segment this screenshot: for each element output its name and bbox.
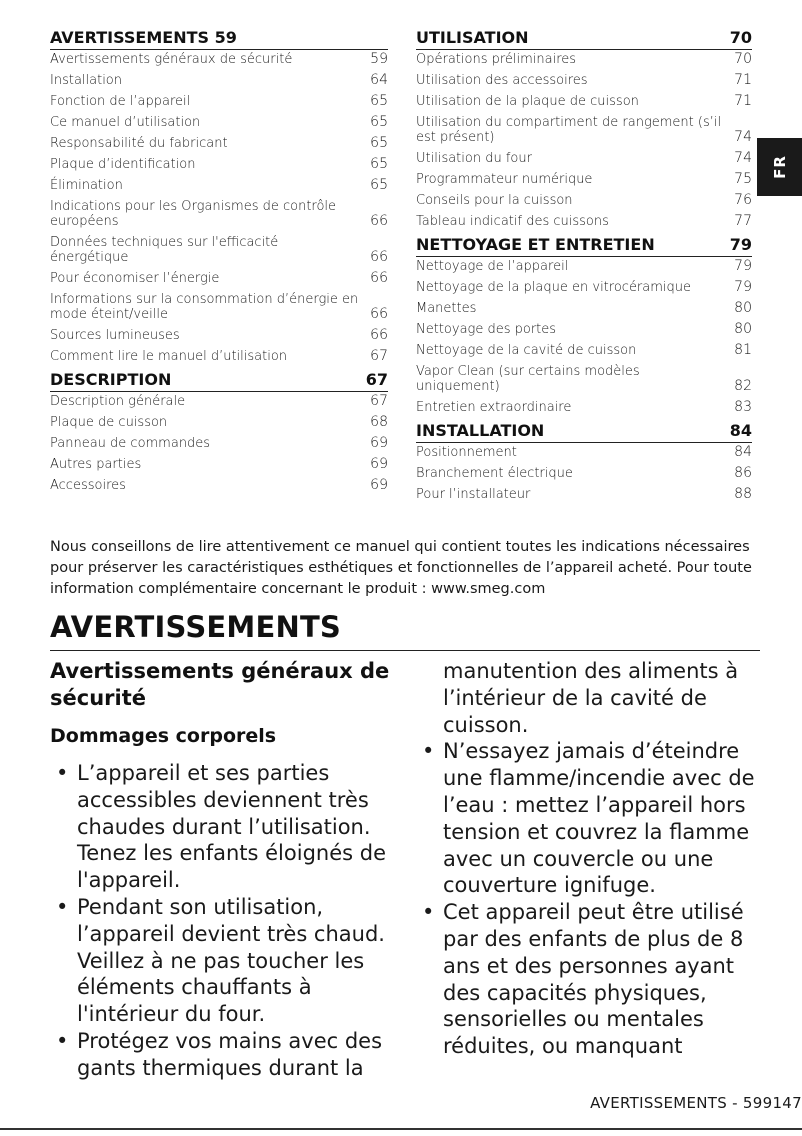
toc-entry-title: Sources lumineuses bbox=[50, 328, 180, 343]
toc-entry bbox=[50, 199, 388, 229]
bottom-rule bbox=[0, 1128, 802, 1130]
toc-entry-title: Nettoyage de la plaque en vitrocéramique bbox=[416, 280, 692, 295]
toc-section-heading bbox=[416, 421, 752, 443]
toc-entry-page: 76 bbox=[734, 192, 752, 208]
toc-entry bbox=[50, 235, 388, 265]
toc-entry-title: Données techniques sur l'efficacité énergétique bbox=[50, 235, 279, 265]
toc-entry-page: 67 bbox=[370, 393, 388, 409]
toc-entry bbox=[50, 415, 388, 430]
toc-entry bbox=[50, 136, 388, 151]
subsection-title: Dommages corporels bbox=[50, 725, 277, 747]
toc-entry bbox=[50, 478, 388, 493]
toc-entry-page: 66 bbox=[370, 249, 388, 265]
toc-entry bbox=[50, 436, 388, 451]
toc-entry-page: 66 bbox=[370, 306, 388, 322]
toc-entry-page: 67 bbox=[370, 348, 388, 364]
toc-section-title: NETTOYAGE ET ENTRETIEN bbox=[416, 235, 655, 254]
toc-entry bbox=[416, 301, 752, 316]
warning-list-left bbox=[50, 760, 390, 1082]
toc-section-page: 79 bbox=[729, 235, 752, 254]
toc-entry-page: 79 bbox=[734, 258, 752, 274]
toc-entry bbox=[50, 328, 388, 343]
toc-section-title: DESCRIPTION bbox=[50, 370, 172, 389]
toc-entry-title: Programmateur numérique bbox=[416, 172, 593, 187]
toc-entry-page: 81 bbox=[734, 342, 752, 358]
warning-item: • Pendant son utilisation, l’appareil devient très chaud. Veillez à ne pas toucher les éléments chauffants à l'intérieur du four. bbox=[50, 894, 390, 1028]
toc-section-title: UTILISATION bbox=[416, 28, 529, 47]
section-title: Avertissements généraux de sécurité bbox=[50, 659, 390, 710]
right-body-column bbox=[416, 658, 766, 1060]
toc-entry-title: Nettoyage de la cavité de cuisson bbox=[416, 343, 637, 358]
toc-section-title: INSTALLATION bbox=[416, 421, 545, 440]
toc-entry bbox=[416, 445, 752, 460]
toc-entry-title: Conseils pour la cuisson bbox=[416, 193, 573, 208]
toc-entry-title: Informations sur la consommation d’énergie en mode éteint/veille bbox=[50, 292, 359, 322]
toc-entry-title: Responsabilité du fabricant bbox=[50, 136, 228, 151]
toc-entry bbox=[50, 349, 388, 364]
toc-section-page: 67 bbox=[365, 370, 388, 389]
toc-entry bbox=[50, 271, 388, 286]
toc-entry-title: Tableau indicatif des cuissons bbox=[416, 214, 609, 229]
toc-entry-page: 88 bbox=[734, 486, 752, 502]
toc-entry bbox=[416, 151, 752, 166]
toc-entry-page: 69 bbox=[370, 456, 388, 472]
toc-entry-title: Avertissements généraux de sécurité bbox=[50, 52, 293, 67]
toc-entry-title: Plaque d’identification bbox=[50, 157, 196, 172]
language-tab bbox=[757, 138, 802, 196]
toc-entry-title: Accessoires bbox=[50, 478, 126, 493]
toc-entry bbox=[50, 157, 388, 172]
toc-entry-title: Entretien extraordinaire bbox=[416, 400, 572, 415]
toc-entry-page: 84 bbox=[734, 444, 752, 460]
toc-entry bbox=[50, 52, 388, 67]
toc-entry bbox=[50, 73, 388, 88]
toc-entry-page: 77 bbox=[734, 213, 752, 229]
toc-entry-title: Opérations préliminaires bbox=[416, 52, 577, 67]
toc-entry bbox=[416, 172, 752, 187]
toc-entry bbox=[416, 487, 752, 502]
toc-entry-page: 79 bbox=[734, 279, 752, 295]
toc-left-column bbox=[50, 28, 388, 499]
toc-entry-title: Utilisation du compartiment de rangement (s’il est présent) bbox=[416, 115, 722, 145]
page-heading: AVERTISSEMENTS bbox=[50, 610, 760, 651]
toc-entry-title: Élimination bbox=[50, 178, 123, 193]
toc-entry-page: 65 bbox=[370, 135, 388, 151]
toc-entry-title: Pour économiser l’énergie bbox=[50, 271, 220, 286]
toc-section-heading bbox=[50, 28, 388, 50]
toc-section-page: 84 bbox=[729, 421, 752, 440]
toc-entry-page: 66 bbox=[370, 270, 388, 286]
toc-entry bbox=[50, 394, 388, 409]
warning-item: • L’appareil et ses parties accessibles deviennent très chaudes durant l’utilisation. Tenez les enfants éloignés de l'appareil. bbox=[50, 760, 390, 894]
toc-entry-page: 65 bbox=[370, 177, 388, 193]
warning-item: • Cet appareil peut être utilisé par des enfants de plus de 8 ans et des personnes ayant des capacités physiques, sensorielles ou mentales réduites, ou manquant bbox=[416, 899, 766, 1060]
toc-entry-page: 83 bbox=[734, 399, 752, 415]
toc-entry bbox=[416, 115, 752, 145]
toc-entry bbox=[416, 364, 752, 394]
toc-entry bbox=[416, 466, 752, 481]
toc-right-column bbox=[416, 28, 752, 508]
toc-entry-page: 71 bbox=[734, 93, 752, 109]
toc-entry-title: Indications pour les Organismes de contrôle européens bbox=[50, 199, 337, 229]
toc-section-heading bbox=[50, 370, 388, 392]
toc-entry-page: 68 bbox=[370, 414, 388, 430]
toc-entry-title: Utilisation des accessoires bbox=[416, 73, 588, 88]
toc-entry bbox=[416, 52, 752, 67]
toc-entry-page: 80 bbox=[734, 321, 752, 337]
toc-entry bbox=[50, 178, 388, 193]
toc-entry-page: 59 bbox=[370, 51, 388, 67]
toc-entry-title: Vapor Clean (sur certains modèles uniquement) bbox=[416, 364, 640, 394]
toc-entry-title: Fonction de l’appareil bbox=[50, 94, 191, 109]
left-body-column bbox=[50, 658, 390, 1082]
toc-entry-title: Branchement électrique bbox=[416, 466, 573, 481]
toc-entry bbox=[416, 259, 752, 274]
toc-entry-title: Autres parties bbox=[50, 457, 142, 472]
toc-entry-title: Nettoyage des portes bbox=[416, 322, 557, 337]
page-footer: AVERTISSEMENTS - 599147 bbox=[590, 1094, 802, 1112]
toc-entry-page: 75 bbox=[734, 171, 752, 187]
toc-entry-title: Utilisation du four bbox=[416, 151, 532, 166]
toc-entry bbox=[416, 280, 752, 295]
toc-entry bbox=[50, 94, 388, 109]
toc-entry-page: 70 bbox=[734, 51, 752, 67]
toc-entry-title: Plaque de cuisson bbox=[50, 415, 168, 430]
language-tab-label: FR bbox=[770, 155, 789, 179]
toc-entry-title: Positionnement bbox=[416, 445, 517, 460]
toc-entry-page: 69 bbox=[370, 477, 388, 493]
warning-continuation: manutention des aliments à l’intérieur de la cavité de cuisson. bbox=[443, 659, 739, 737]
toc-entry-page: 65 bbox=[370, 114, 388, 130]
toc-entry bbox=[50, 115, 388, 130]
toc-section-heading bbox=[416, 235, 752, 257]
toc-entry bbox=[50, 457, 388, 472]
toc-entry-page: 65 bbox=[370, 156, 388, 172]
toc-entry-page: 82 bbox=[734, 378, 752, 394]
toc-entry-title: Utilisation de la plaque de cuisson bbox=[416, 94, 639, 109]
toc-section-title: AVERTISSEMENTS 59 bbox=[50, 28, 237, 47]
toc-entry-page: 86 bbox=[734, 465, 752, 481]
toc-entry-page: 69 bbox=[370, 435, 388, 451]
toc-entry-page: 66 bbox=[370, 327, 388, 343]
toc-entry-title: Comment lire le manuel d’utilisation bbox=[50, 349, 288, 364]
toc-entry-page: 64 bbox=[370, 72, 388, 88]
toc-entry bbox=[50, 292, 388, 322]
toc-entry bbox=[416, 94, 752, 109]
toc-entry-page: 74 bbox=[734, 129, 752, 145]
toc-entry-title: Ce manuel d’utilisation bbox=[50, 115, 201, 130]
toc-entry-page: 66 bbox=[370, 213, 388, 229]
toc-entry-title: Pour l’installateur bbox=[416, 487, 531, 502]
toc-entry-title: Nettoyage de l’appareil bbox=[416, 259, 569, 274]
toc-entry-title: Description générale bbox=[50, 394, 186, 409]
toc-entry bbox=[416, 193, 752, 208]
intro-paragraph: Nous conseillons de lire attentivement ce manuel qui contient toutes les indications nécessaires pour préserver les caractéristiques esthétiques et fonctionnelles de l’appareil acheté. Pour toute information complémentaire concernant le produit : www.smeg.com bbox=[50, 538, 752, 597]
toc-entry-page: 71 bbox=[734, 72, 752, 88]
toc-entry bbox=[416, 322, 752, 337]
toc-section-page: 70 bbox=[729, 28, 752, 47]
toc-entry-page: 65 bbox=[370, 93, 388, 109]
toc-entry-page: 74 bbox=[734, 150, 752, 166]
toc-entry bbox=[416, 214, 752, 229]
toc-entry-title: Manettes bbox=[416, 301, 477, 316]
toc-section-heading bbox=[416, 28, 752, 50]
toc-entry-title: Installation bbox=[50, 73, 123, 88]
toc-entry bbox=[416, 73, 752, 88]
toc-entry bbox=[416, 343, 752, 358]
warning-list-right bbox=[416, 738, 766, 1060]
warning-item: • N’essayez jamais d’éteindre une flamme/incendie avec de l’eau : mettez l’appareil hors tension et couvrez la flamme avec un couvercle ou une couverture ignifuge. bbox=[416, 738, 766, 899]
toc-entry-page: 80 bbox=[734, 300, 752, 316]
toc-entry-title: Panneau de commandes bbox=[50, 436, 211, 451]
toc-entry bbox=[416, 400, 752, 415]
warning-item: • Protégez vos mains avec des gants thermiques durant la bbox=[50, 1028, 390, 1082]
